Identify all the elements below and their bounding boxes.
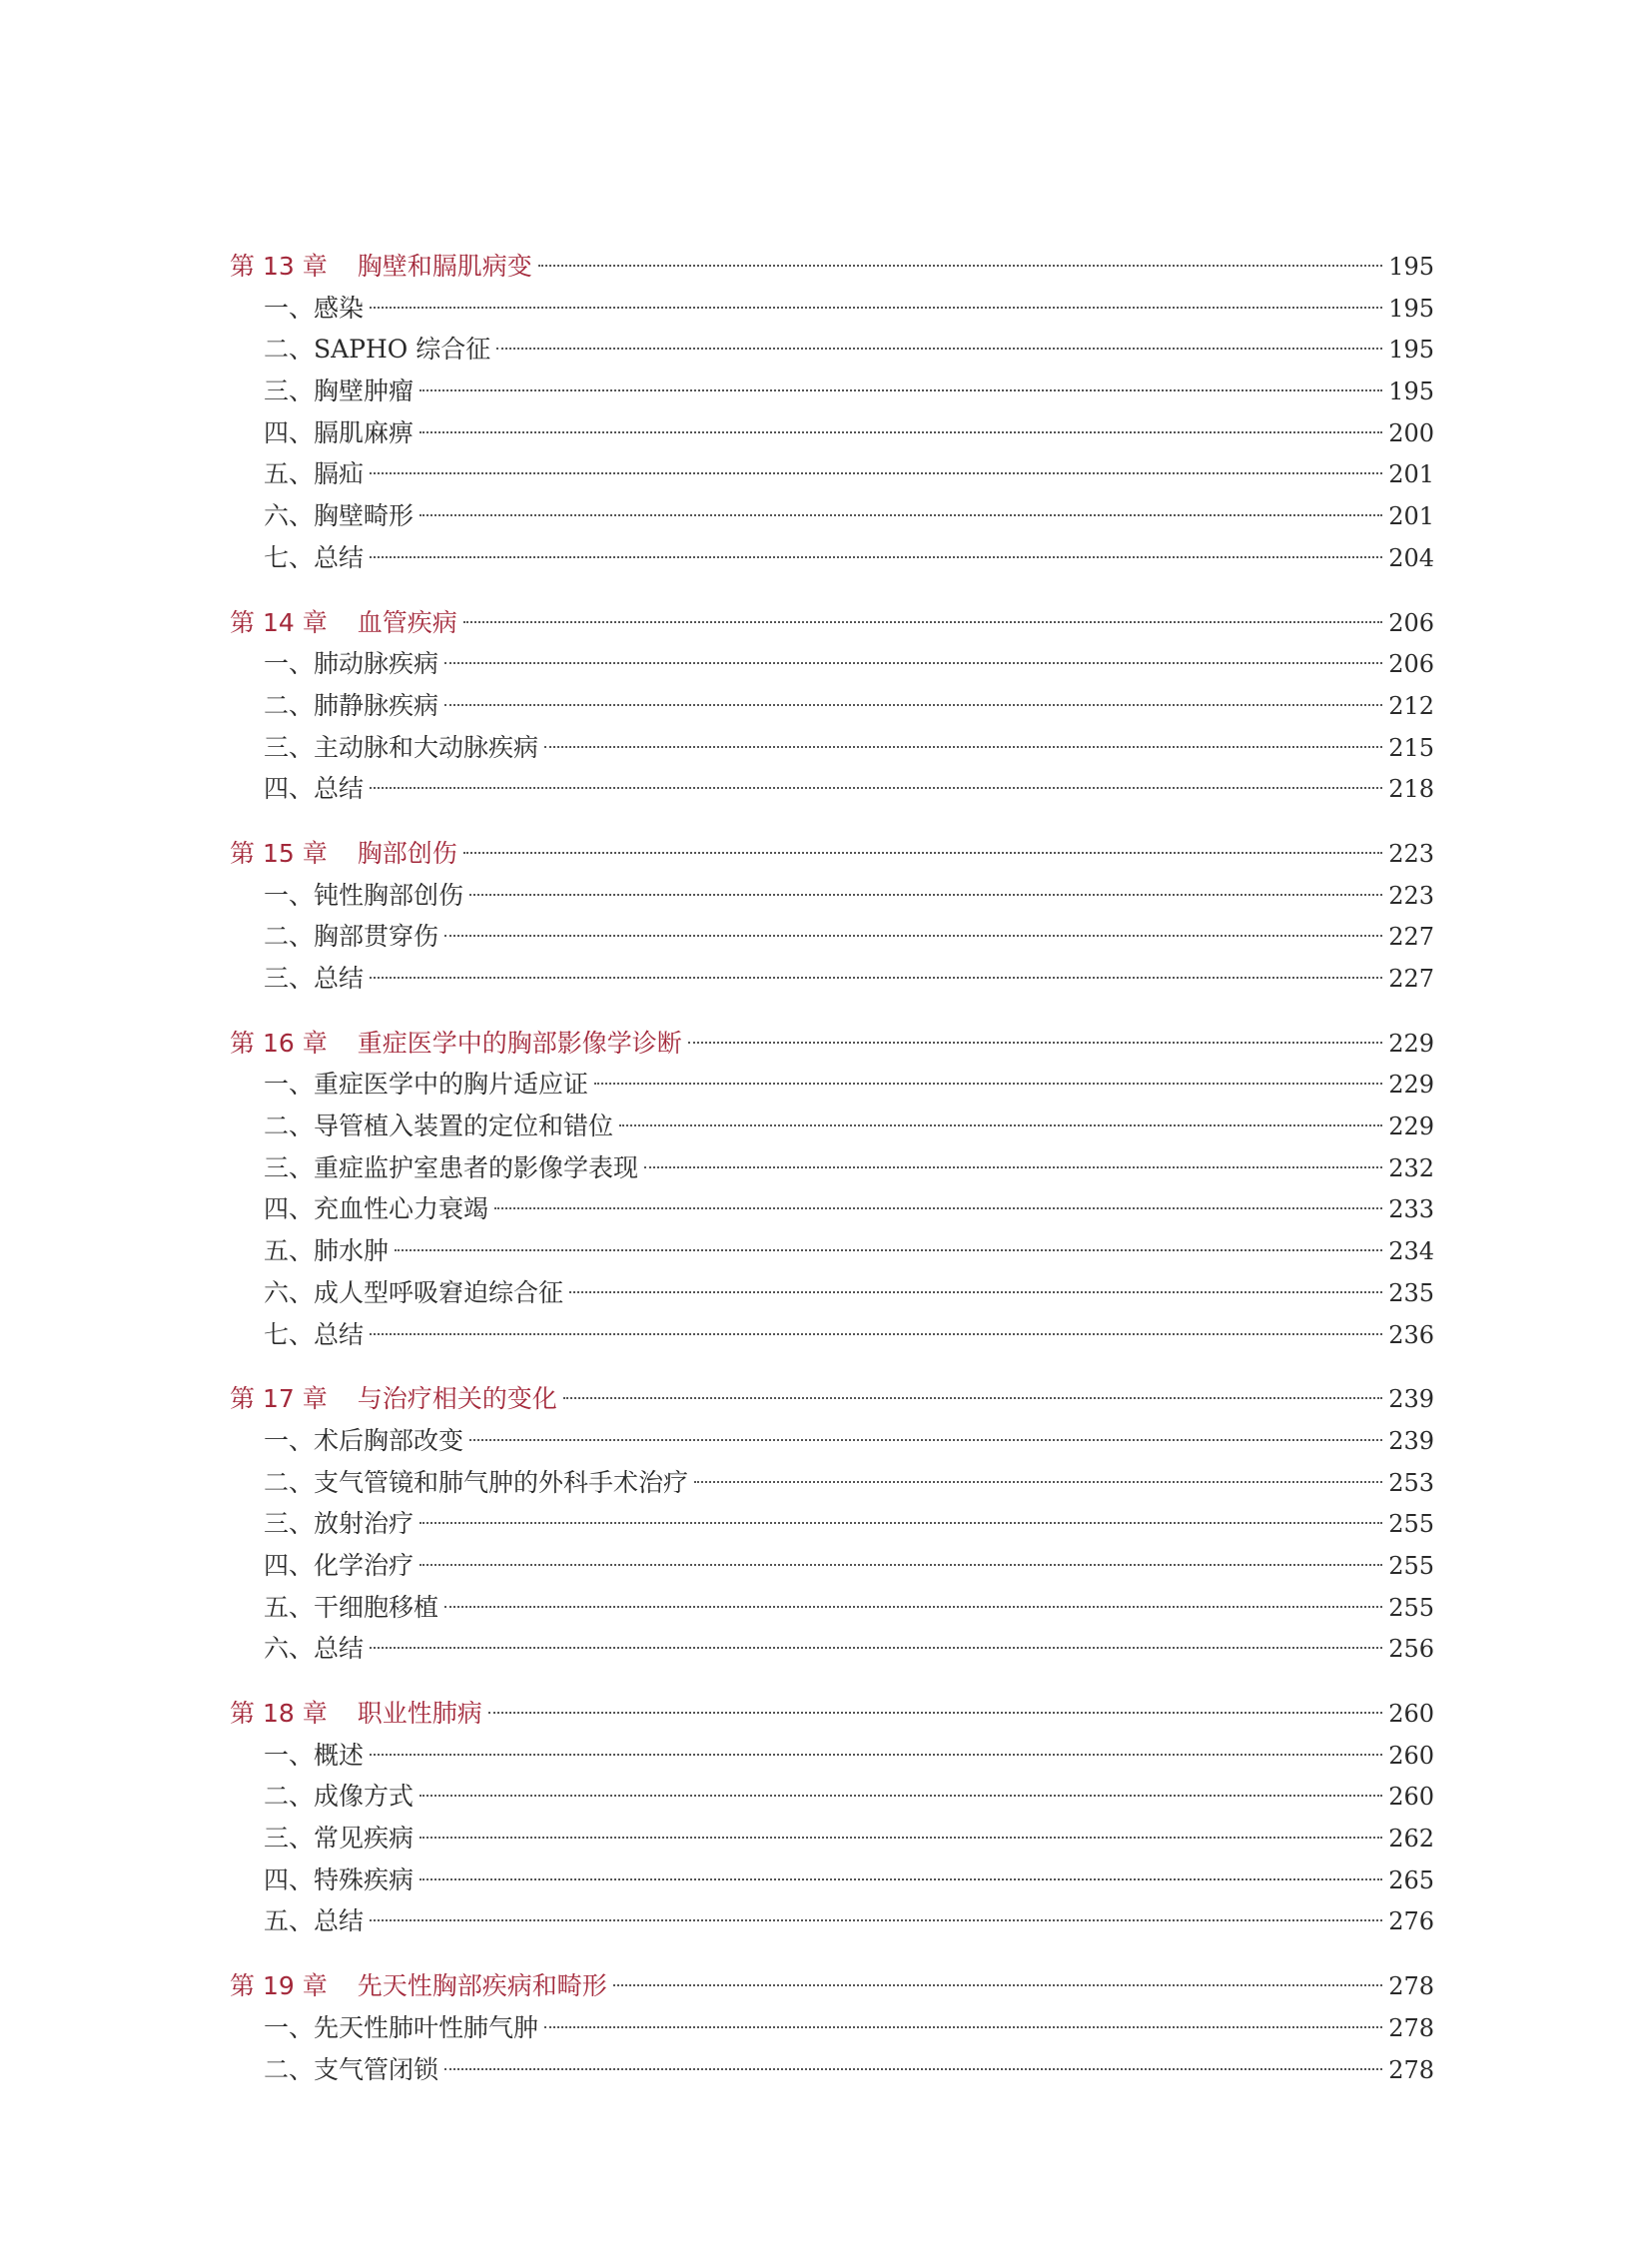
- section-title: 三、重症监护室患者的影像学表现: [264, 1152, 639, 1182]
- page-number: 262: [1388, 1825, 1434, 1854]
- section-entry[interactable]: [230, 1776, 1434, 1818]
- dot-leader: [619, 1124, 1382, 1126]
- section-entry[interactable]: [230, 371, 1434, 412]
- section-entry[interactable]: [230, 1628, 1434, 1670]
- chapter-block: [230, 1378, 1434, 1670]
- dot-leader: [594, 1083, 1382, 1085]
- dot-leader: [370, 307, 1382, 309]
- chapter-number: 第 14 章: [230, 607, 328, 637]
- page-number: 206: [1388, 608, 1434, 637]
- page-number: 260: [1388, 1741, 1434, 1770]
- dot-leader: [494, 1207, 1382, 1209]
- section-entry[interactable]: [230, 329, 1434, 371]
- chapter-title: 血管疾病: [357, 607, 457, 637]
- chapter-block: [230, 602, 1434, 810]
- section-title: 二、导管植入装置的定位和错位: [264, 1112, 614, 1141]
- page-number: 212: [1388, 691, 1434, 720]
- dot-leader: [419, 1564, 1382, 1566]
- dot-leader: [469, 1439, 1382, 1441]
- section-entry[interactable]: [230, 768, 1434, 810]
- page-number: 236: [1388, 1320, 1434, 1349]
- dot-leader: [544, 2026, 1382, 2028]
- section-entry[interactable]: [230, 1314, 1434, 1356]
- section-title: 三、主动脉和大动脉疾病: [264, 732, 539, 762]
- chapter-block: [230, 246, 1434, 579]
- section-title: 一、肺动脉疾病: [264, 649, 439, 679]
- dot-leader: [419, 431, 1382, 433]
- page-number: 255: [1388, 1510, 1434, 1539]
- section-entry[interactable]: [230, 958, 1434, 1000]
- section-entry[interactable]: [230, 1735, 1434, 1777]
- page-number: 255: [1388, 1551, 1434, 1580]
- dot-leader: [488, 1712, 1382, 1714]
- chapter-block: [230, 1965, 1434, 2090]
- section-entry[interactable]: [230, 1900, 1434, 1942]
- chapter-number: 第 18 章: [230, 1699, 328, 1728]
- page-number: 229: [1388, 1029, 1434, 1058]
- page-number: 201: [1388, 502, 1434, 531]
- section-entry[interactable]: [230, 288, 1434, 330]
- page-number: 233: [1388, 1195, 1434, 1224]
- section-title: 五、膈疝: [264, 459, 365, 489]
- section-title: 四、充血性心力衰竭: [264, 1194, 489, 1224]
- section-title: 四、特殊疾病: [264, 1865, 414, 1894]
- section-entry[interactable]: [230, 875, 1434, 917]
- section-entry[interactable]: [230, 1106, 1434, 1147]
- chapter-number: 第 19 章: [230, 1971, 328, 2001]
- chapter-number: 第 16 章: [230, 1028, 328, 1058]
- section-title: 六、总结: [264, 1634, 365, 1664]
- chapter-title: 重症医学中的胸部影像学诊断: [357, 1028, 682, 1058]
- dot-leader: [569, 1291, 1382, 1293]
- dot-leader: [463, 852, 1382, 854]
- page-number: 206: [1388, 650, 1434, 679]
- dot-leader: [419, 1795, 1382, 1797]
- section-entry[interactable]: [230, 1420, 1434, 1462]
- dot-leader: [370, 787, 1382, 789]
- page-number: 256: [1388, 1635, 1434, 1664]
- section-title: 一、先天性肺叶性肺气肿: [264, 2012, 539, 2042]
- section-title: 二、肺静脉疾病: [264, 690, 439, 720]
- page-number: 195: [1388, 336, 1434, 365]
- dot-leader: [444, 662, 1382, 664]
- section-entry[interactable]: [230, 1272, 1434, 1314]
- chapter-number: 第 17 章: [230, 1384, 328, 1414]
- section-entry[interactable]: [230, 1147, 1434, 1189]
- section-title: 五、肺水肿: [264, 1236, 390, 1266]
- section-entry[interactable]: [230, 1188, 1434, 1230]
- section-entry[interactable]: [230, 1064, 1434, 1106]
- table-of-contents: [230, 246, 1434, 2113]
- section-title: 四、总结: [264, 774, 365, 804]
- dot-leader: [419, 1878, 1382, 1880]
- page-number: 195: [1388, 377, 1434, 406]
- page-number: 253: [1388, 1468, 1434, 1497]
- dot-leader: [694, 1481, 1382, 1483]
- chapter-block: [230, 1023, 1434, 1356]
- chapter-heading[interactable]: [230, 833, 1434, 875]
- page-number: 201: [1388, 460, 1434, 489]
- page-number: 260: [1388, 1783, 1434, 1812]
- dot-leader: [613, 1984, 1382, 1986]
- section-title: 三、总结: [264, 964, 365, 993]
- section-title: 一、术后胸部改变: [264, 1425, 464, 1455]
- dot-leader: [644, 1166, 1382, 1168]
- dot-leader: [370, 556, 1382, 558]
- page-number: 232: [1388, 1153, 1434, 1182]
- page-number: 234: [1388, 1237, 1434, 1266]
- chapter-heading[interactable]: [230, 1693, 1434, 1735]
- section-title: 一、钝性胸部创伤: [264, 880, 464, 910]
- page-number: 200: [1388, 418, 1434, 447]
- dot-leader: [444, 2068, 1382, 2070]
- section-entry[interactable]: [230, 495, 1434, 537]
- page-number: 239: [1388, 1426, 1434, 1455]
- page-number: 195: [1388, 253, 1434, 281]
- section-title: 二、支气管镜和肺气肿的外科手术治疗: [264, 1467, 689, 1497]
- chapter-heading[interactable]: [230, 1023, 1434, 1065]
- section-title: 三、放射治疗: [264, 1509, 414, 1539]
- section-title: 二、成像方式: [264, 1782, 414, 1812]
- page-number: 229: [1388, 1113, 1434, 1141]
- dot-leader: [419, 389, 1382, 391]
- section-entry[interactable]: [230, 1860, 1434, 1901]
- section-entry[interactable]: [230, 1230, 1434, 1272]
- dot-leader: [444, 935, 1382, 937]
- section-entry[interactable]: [230, 1545, 1434, 1587]
- page-number: 218: [1388, 775, 1434, 804]
- page-number: 223: [1388, 839, 1434, 868]
- page-number: 223: [1388, 881, 1434, 910]
- dot-leader: [419, 1522, 1382, 1524]
- page-number: 227: [1388, 923, 1434, 952]
- page-number: 235: [1388, 1278, 1434, 1307]
- dot-leader: [370, 1919, 1382, 1921]
- section-entry[interactable]: [230, 2049, 1434, 2091]
- section-entry[interactable]: [230, 412, 1434, 454]
- chapter-heading[interactable]: [230, 246, 1434, 288]
- dot-leader: [469, 894, 1382, 896]
- chapter-title: 先天性胸部疾病和畸形: [357, 1971, 607, 2001]
- section-title: 七、总结: [264, 1319, 365, 1349]
- section-title: 四、化学治疗: [264, 1550, 414, 1580]
- dot-leader: [544, 746, 1382, 748]
- page-number: 278: [1388, 2013, 1434, 2042]
- section-title: 六、成人型呼吸窘迫综合征: [264, 1277, 564, 1307]
- page-number: 265: [1388, 1866, 1434, 1894]
- section-title: 二、胸部贯穿伤: [264, 922, 439, 952]
- dot-leader: [538, 265, 1382, 267]
- dot-leader: [370, 1333, 1382, 1335]
- page-number: 204: [1388, 543, 1434, 572]
- page-number: 278: [1388, 1972, 1434, 2001]
- section-title: 四、膈肌麻痹: [264, 417, 414, 447]
- section-entry[interactable]: [230, 916, 1434, 958]
- section-title: 二、支气管闭锁: [264, 2054, 439, 2084]
- section-title: 五、干细胞移植: [264, 1592, 439, 1622]
- page-number: 229: [1388, 1071, 1434, 1100]
- dot-leader: [370, 977, 1382, 979]
- page-number: 239: [1388, 1385, 1434, 1414]
- section-entry[interactable]: [230, 643, 1434, 685]
- section-entry[interactable]: [230, 1462, 1434, 1504]
- page-number: 278: [1388, 2055, 1434, 2084]
- page-number: 260: [1388, 1700, 1434, 1728]
- dot-leader: [444, 704, 1382, 706]
- section-title: 一、感染: [264, 293, 365, 323]
- section-title: 六、胸壁畸形: [264, 501, 414, 531]
- section-entry[interactable]: [230, 537, 1434, 579]
- chapter-number: 第 15 章: [230, 838, 328, 868]
- section-entry[interactable]: [230, 727, 1434, 769]
- section-entry[interactable]: [230, 1503, 1434, 1545]
- chapter-title: 胸部创伤: [357, 838, 457, 868]
- section-title: 七、总结: [264, 542, 365, 572]
- chapter-heading[interactable]: [230, 1965, 1434, 2007]
- chapter-block: [230, 1693, 1434, 1942]
- page-number: 215: [1388, 733, 1434, 762]
- dot-leader: [370, 1647, 1382, 1649]
- dot-leader: [370, 472, 1382, 474]
- dot-leader: [444, 1606, 1382, 1608]
- dot-leader: [370, 1754, 1382, 1756]
- section-title: 三、常见疾病: [264, 1824, 414, 1854]
- section-entry[interactable]: [230, 1587, 1434, 1629]
- chapter-title: 与治疗相关的变化: [357, 1384, 557, 1414]
- chapter-title: 胸壁和膈肌病变: [357, 252, 532, 281]
- dot-leader: [563, 1397, 1382, 1399]
- section-title: 三、胸壁肿瘤: [264, 376, 414, 406]
- dot-leader: [419, 514, 1382, 516]
- section-title: 一、概述: [264, 1740, 365, 1770]
- chapter-heading[interactable]: [230, 1378, 1434, 1420]
- section-entry[interactable]: [230, 2007, 1434, 2049]
- section-entry[interactable]: [230, 453, 1434, 495]
- page-number: 276: [1388, 1907, 1434, 1936]
- section-entry[interactable]: [230, 1818, 1434, 1860]
- section-title: 一、重症医学中的胸片适应证: [264, 1070, 589, 1100]
- dot-leader: [419, 1837, 1382, 1839]
- dot-leader: [395, 1249, 1382, 1251]
- section-title: 二、SAPHO 综合征: [264, 335, 491, 365]
- dot-leader: [688, 1042, 1382, 1044]
- chapter-block: [230, 833, 1434, 1000]
- section-title: 五、总结: [264, 1906, 365, 1936]
- chapter-heading[interactable]: [230, 602, 1434, 644]
- page-number: 227: [1388, 965, 1434, 993]
- dot-leader: [463, 621, 1382, 623]
- dot-leader: [496, 348, 1382, 350]
- page-number: 195: [1388, 294, 1434, 323]
- chapter-number: 第 13 章: [230, 252, 328, 281]
- section-entry[interactable]: [230, 685, 1434, 727]
- page-number: 255: [1388, 1593, 1434, 1622]
- chapter-title: 职业性肺病: [357, 1699, 482, 1728]
